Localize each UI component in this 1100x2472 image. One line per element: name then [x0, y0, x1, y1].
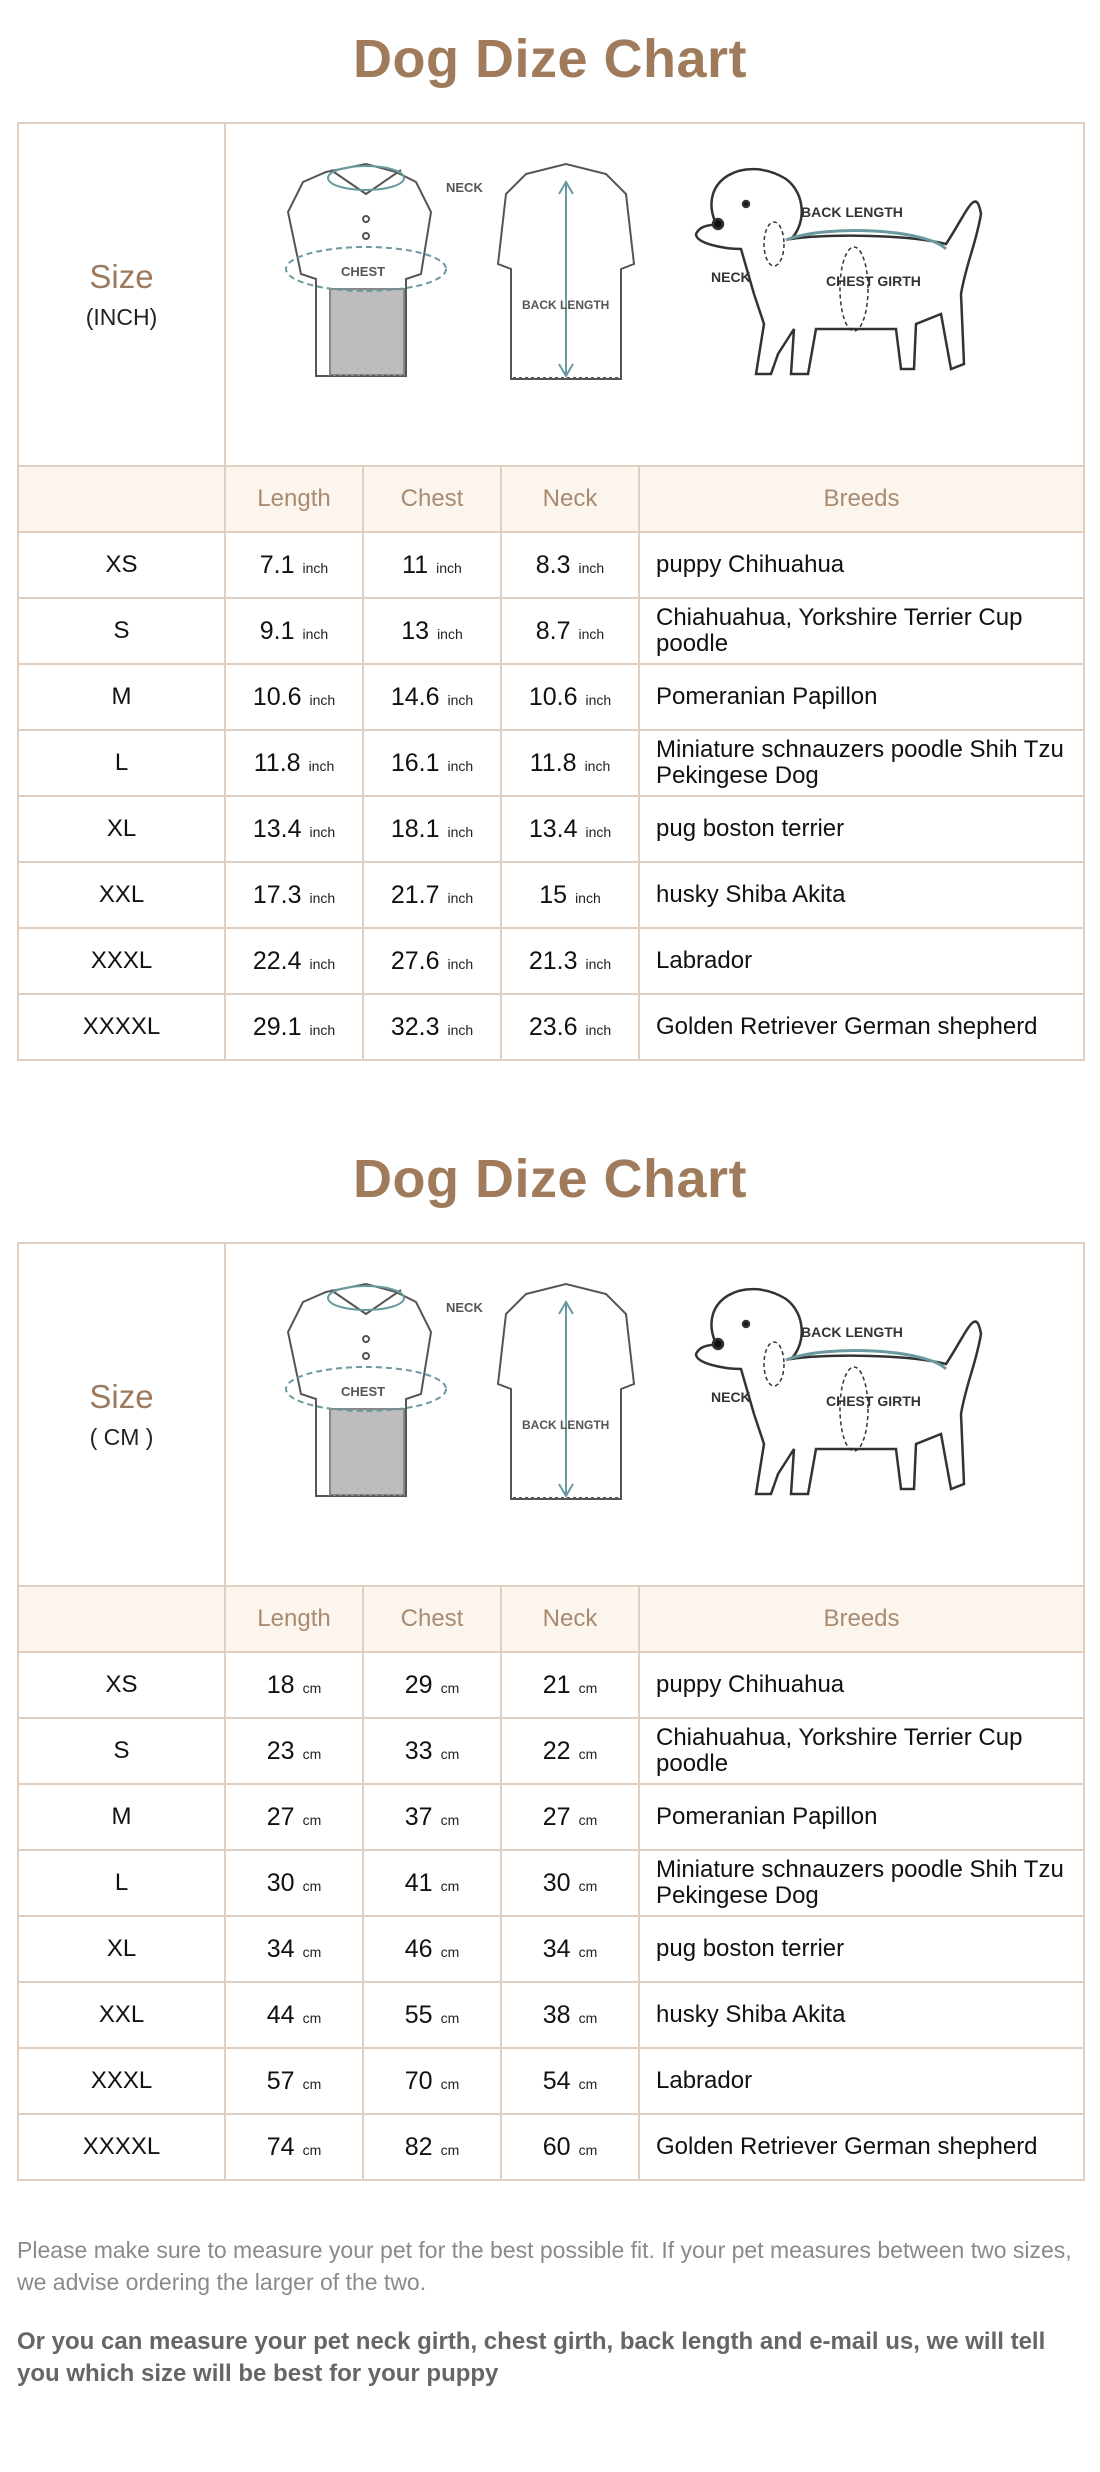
- header-length: Length: [225, 466, 363, 532]
- length-value: 23: [266, 1736, 295, 1765]
- breeds-cell: Miniature schnauzers poodle Shih Tzu Pekingese Dog: [639, 730, 1084, 796]
- neck-value: 10.6: [528, 682, 578, 711]
- length-cell: [225, 1652, 363, 1718]
- unit-suffix: cm: [302, 2075, 322, 2092]
- shirt-back-icon: [498, 1284, 634, 1499]
- header-length: Length: [225, 1586, 363, 1652]
- measurement-diagram: [225, 123, 1084, 466]
- chart-title-cm: Dog Dize Chart: [352, 1149, 748, 1209]
- unit-suffix: inch: [309, 1021, 336, 1038]
- length-value: 57: [266, 2066, 295, 2095]
- length-value: 11.8: [253, 748, 301, 777]
- size-name: S: [18, 1718, 225, 1784]
- length-cell: [225, 598, 363, 664]
- breeds-cell: puppy Chihuahua: [639, 1652, 1084, 1718]
- size-heading-cell: [18, 1243, 225, 1586]
- chest-cell: [363, 1850, 501, 1916]
- neck-value: 22: [542, 1736, 571, 1765]
- header-breeds: Breeds: [639, 1586, 1084, 1652]
- unit-suffix: inch: [585, 823, 612, 840]
- header-neck: Neck: [501, 466, 639, 532]
- chest-value: 32.3: [390, 1012, 440, 1041]
- chest-cell: [363, 1652, 501, 1718]
- unit-suffix: cm: [578, 1679, 598, 1696]
- unit-label: (INCH): [85, 304, 158, 330]
- chest-value: 13: [401, 616, 430, 645]
- neck-cell: [501, 1916, 639, 1982]
- neck-value: 8.7: [535, 616, 571, 645]
- unit-suffix: inch: [436, 559, 462, 576]
- size-name: XXXXL: [18, 994, 225, 1060]
- unit-suffix: cm: [440, 2009, 460, 2026]
- breeds-cell: Pomeranian Papillon: [639, 664, 1084, 730]
- length-value: 22.4: [252, 946, 302, 975]
- neck-value: 27: [542, 1802, 571, 1831]
- measurement-illustration: [226, 124, 1083, 460]
- chest-value: 41: [404, 1868, 433, 1897]
- dog-neck-label: NECK: [711, 1389, 751, 1405]
- table-row: [18, 1718, 1084, 1784]
- header-chest: Chest: [363, 1586, 501, 1652]
- breeds-cell: Labrador: [639, 928, 1084, 994]
- fit-advice-note: Please make sure to measure your pet for the best possible fit. If your pet measures between two sizes, we advise ordering the larger of the two.: [17, 2237, 1072, 2295]
- neck-value: 30: [542, 1868, 571, 1897]
- dog-back-length-label: BACK LENGTH: [801, 1324, 903, 1340]
- length-value: 17.3: [252, 880, 302, 909]
- unit-suffix: cm: [578, 1811, 598, 1828]
- length-cell: [225, 1718, 363, 1784]
- chest-cell: [363, 664, 501, 730]
- chest-value: 11: [402, 550, 429, 579]
- table-row: [18, 796, 1084, 862]
- length-cell: [225, 1784, 363, 1850]
- length-cell: [225, 532, 363, 598]
- length-value: 27: [266, 1802, 295, 1831]
- chest-cell: [363, 2048, 501, 2114]
- unit-suffix: cm: [440, 2075, 460, 2092]
- breeds-cell: Labrador: [639, 2048, 1084, 2114]
- size-name: L: [18, 730, 225, 796]
- unit-suffix: cm: [302, 2009, 322, 2026]
- length-value: 74: [266, 2132, 295, 2161]
- neck-cell: [501, 1718, 639, 1784]
- table-row: [18, 598, 1084, 664]
- header-row: [18, 1586, 1084, 1652]
- length-cell: [225, 664, 363, 730]
- neck-cell: [501, 1784, 639, 1850]
- length-cell: [225, 2048, 363, 2114]
- dog-chest-girth-label: CHEST GIRTH: [826, 273, 921, 289]
- length-cell: [225, 2114, 363, 2180]
- size-name: XS: [18, 1652, 225, 1718]
- unit-suffix: inch: [585, 1021, 612, 1038]
- size-name: XS: [18, 532, 225, 598]
- size-chart-inch: [17, 122, 1083, 1061]
- neck-cell: [501, 2048, 639, 2114]
- chest-value: 14.6: [390, 682, 440, 711]
- size-name: S: [18, 598, 225, 664]
- size-name: XXXL: [18, 928, 225, 994]
- length-cell: [225, 1982, 363, 2048]
- length-value: 34: [266, 1934, 295, 1963]
- size-heading-cell: [18, 123, 225, 466]
- size-name: M: [18, 1784, 225, 1850]
- unit-suffix: inch: [447, 691, 474, 708]
- unit-suffix: inch: [584, 757, 611, 774]
- table-row: [18, 862, 1084, 928]
- unit-suffix: cm: [440, 1877, 460, 1894]
- chest-cell: [363, 1718, 501, 1784]
- length-cell: [225, 1916, 363, 1982]
- breeds-cell: husky Shiba Akita: [639, 1982, 1084, 2048]
- header-chest: Chest: [363, 466, 501, 532]
- unit-suffix: cm: [440, 1811, 460, 1828]
- length-value: 13.4: [252, 814, 302, 843]
- neck-value: 21.3: [528, 946, 578, 975]
- unit-suffix: inch: [437, 625, 463, 642]
- chest-label: CHEST: [341, 1384, 386, 1399]
- chest-value: 21.7: [390, 880, 440, 909]
- neck-value: 21: [542, 1670, 571, 1699]
- unit-suffix: inch: [308, 757, 335, 774]
- table-row: [18, 730, 1084, 796]
- unit-suffix: inch: [575, 889, 601, 906]
- length-cell: [225, 730, 363, 796]
- neck-cell: [501, 1982, 639, 2048]
- chest-cell: [363, 2114, 501, 2180]
- neck-value: 54: [542, 2066, 571, 2095]
- chest-value: 16.1: [390, 748, 440, 777]
- size-chart-cm: [17, 1242, 1083, 2181]
- size-name: XXL: [18, 1982, 225, 2048]
- length-cell: [225, 994, 363, 1060]
- chest-value: 37: [404, 1802, 433, 1831]
- table-row: [18, 532, 1084, 598]
- table-row: [18, 1784, 1084, 1850]
- length-value: 9.1: [259, 616, 295, 645]
- size-name: XL: [18, 796, 225, 862]
- neck-cell: [501, 1850, 639, 1916]
- length-cell: [225, 862, 363, 928]
- chest-cell: [363, 862, 501, 928]
- unit-suffix: cm: [578, 2141, 598, 2158]
- size-name: L: [18, 1850, 225, 1916]
- table-row: [18, 2114, 1084, 2180]
- neck-cell: [501, 1652, 639, 1718]
- unit-suffix: inch: [447, 757, 474, 774]
- table-row: [18, 994, 1084, 1060]
- shirt-back-icon: [498, 164, 634, 379]
- unit-suffix: inch: [309, 691, 336, 708]
- size-rows: [18, 1652, 1084, 2180]
- neck-value: 13.4: [528, 814, 578, 843]
- unit-label: ( CM ): [89, 1424, 154, 1450]
- breeds-cell: Miniature schnauzers poodle Shih Tzu Pekingese Dog: [639, 1850, 1084, 1916]
- size-name: XL: [18, 1916, 225, 1982]
- breeds-cell: pug boston terrier: [639, 796, 1084, 862]
- length-value: 18: [266, 1670, 295, 1699]
- breeds-cell: Pomeranian Papillon: [639, 1784, 1084, 1850]
- unit-suffix: cm: [578, 1745, 598, 1762]
- chest-cell: [363, 796, 501, 862]
- neck-value: 23.6: [528, 1012, 578, 1041]
- unit-suffix: cm: [440, 1745, 460, 1762]
- neck-cell: [501, 928, 639, 994]
- breeds-cell: Chiahuahua, Yorkshire Terrier Cup poodle: [639, 1718, 1084, 1784]
- size-name: XXXL: [18, 2048, 225, 2114]
- unit-suffix: inch: [302, 559, 329, 576]
- unit-suffix: inch: [447, 1021, 474, 1038]
- unit-suffix: inch: [302, 625, 329, 642]
- neck-cell: [501, 796, 639, 862]
- unit-suffix: inch: [309, 823, 336, 840]
- unit-suffix: cm: [302, 2141, 322, 2158]
- length-value: 29.1: [252, 1012, 302, 1041]
- header-size: [18, 466, 225, 532]
- chest-value: 55: [404, 2000, 433, 2029]
- chest-value: 27.6: [390, 946, 440, 975]
- length-cell: [225, 796, 363, 862]
- unit-suffix: cm: [302, 1943, 322, 1960]
- length-value: 7.1: [259, 550, 295, 579]
- neck-cell: [501, 598, 639, 664]
- chest-cell: [363, 1784, 501, 1850]
- chest-cell: [363, 1916, 501, 1982]
- size-name: M: [18, 664, 225, 730]
- neck-cell: [501, 994, 639, 1060]
- chest-cell: [363, 994, 501, 1060]
- size-table-inch: [17, 122, 1085, 1061]
- size-name: XXL: [18, 862, 225, 928]
- back-length-label: BACK LENGTH: [522, 298, 610, 312]
- header-size: [18, 1586, 225, 1652]
- size-label: Size: [89, 258, 154, 295]
- table-row: [18, 1850, 1084, 1916]
- measurement-illustration: [226, 1244, 1083, 1580]
- table-row: [18, 664, 1084, 730]
- contact-advice-note: Or you can measure your pet neck girth, chest girth, back length and e-mail us, we will tell you which size will be best for your puppy: [17, 2328, 1046, 2387]
- chest-cell: [363, 598, 501, 664]
- neck-label: NECK: [446, 1300, 483, 1315]
- neck-label: NECK: [446, 180, 483, 195]
- unit-suffix: inch: [585, 955, 612, 972]
- unit-suffix: inch: [447, 955, 474, 972]
- chest-cell: [363, 532, 501, 598]
- chest-cell: [363, 1982, 501, 2048]
- measurement-diagram: [225, 1243, 1084, 1586]
- unit-suffix: cm: [440, 1679, 460, 1696]
- unit-suffix: cm: [302, 1679, 322, 1696]
- size-rows: [18, 532, 1084, 1060]
- unit-suffix: cm: [578, 2075, 598, 2092]
- dog-chest-girth-label: CHEST GIRTH: [826, 1393, 921, 1409]
- unit-suffix: cm: [578, 1943, 598, 1960]
- unit-suffix: cm: [302, 1877, 322, 1894]
- breeds-cell: Golden Retriever German shepherd: [639, 2114, 1084, 2180]
- chest-value: 18.1: [390, 814, 440, 843]
- chest-value: 46: [404, 1934, 433, 1963]
- neck-value: 15: [539, 880, 568, 909]
- unit-suffix: inch: [578, 559, 605, 576]
- neck-cell: [501, 2114, 639, 2180]
- length-value: 44: [266, 2000, 295, 2029]
- table-row: [18, 1652, 1084, 1718]
- table-row: [18, 2048, 1084, 2114]
- chest-cell: [363, 730, 501, 796]
- breeds-cell: pug boston terrier: [639, 1916, 1084, 1982]
- header-row: [18, 466, 1084, 532]
- breeds-cell: Chiahuahua, Yorkshire Terrier Cup poodle: [639, 598, 1084, 664]
- neck-value: 8.3: [535, 550, 571, 579]
- length-value: 30: [266, 1868, 295, 1897]
- unit-suffix: inch: [309, 955, 336, 972]
- unit-suffix: cm: [578, 1877, 598, 1894]
- size-name: XXXXL: [18, 2114, 225, 2180]
- size-label: Size: [89, 1378, 154, 1415]
- table-row: [18, 928, 1084, 994]
- back-length-label: BACK LENGTH: [522, 1418, 610, 1432]
- neck-value: 38: [542, 2000, 571, 2029]
- size-table-cm: [17, 1242, 1085, 2181]
- unit-suffix: inch: [447, 823, 474, 840]
- chest-value: 33: [404, 1736, 433, 1765]
- breeds-cell: husky Shiba Akita: [639, 862, 1084, 928]
- dog-neck-label: NECK: [711, 269, 751, 285]
- length-cell: [225, 928, 363, 994]
- neck-value: 60: [542, 2132, 571, 2161]
- chest-label: CHEST: [341, 264, 386, 279]
- chest-cell: [363, 928, 501, 994]
- table-row: [18, 1982, 1084, 2048]
- breeds-cell: Golden Retriever German shepherd: [639, 994, 1084, 1060]
- unit-suffix: inch: [585, 691, 612, 708]
- unit-suffix: cm: [440, 1943, 460, 1960]
- unit-suffix: inch: [578, 625, 605, 642]
- neck-cell: [501, 862, 639, 928]
- chest-value: 82: [404, 2132, 433, 2161]
- unit-suffix: cm: [302, 1811, 322, 1828]
- dog-back-length-label: BACK LENGTH: [801, 204, 903, 220]
- neck-cell: [501, 664, 639, 730]
- breeds-cell: puppy Chihuahua: [639, 532, 1084, 598]
- chest-value: 29: [404, 1670, 433, 1699]
- length-cell: [225, 1850, 363, 1916]
- table-row: [18, 1916, 1084, 1982]
- header-neck: Neck: [501, 1586, 639, 1652]
- chart-title-inch: Dog Dize Chart: [352, 29, 748, 89]
- neck-value: 34: [542, 1934, 571, 1963]
- unit-suffix: inch: [309, 889, 336, 906]
- neck-cell: [501, 532, 639, 598]
- unit-suffix: cm: [440, 2141, 460, 2158]
- neck-cell: [501, 730, 639, 796]
- header-breeds: Breeds: [639, 466, 1084, 532]
- unit-suffix: cm: [302, 1745, 322, 1762]
- length-value: 10.6: [252, 682, 302, 711]
- unit-suffix: cm: [578, 2009, 598, 2026]
- chest-value: 70: [404, 2066, 433, 2095]
- unit-suffix: inch: [447, 889, 474, 906]
- neck-value: 11.8: [529, 748, 577, 777]
